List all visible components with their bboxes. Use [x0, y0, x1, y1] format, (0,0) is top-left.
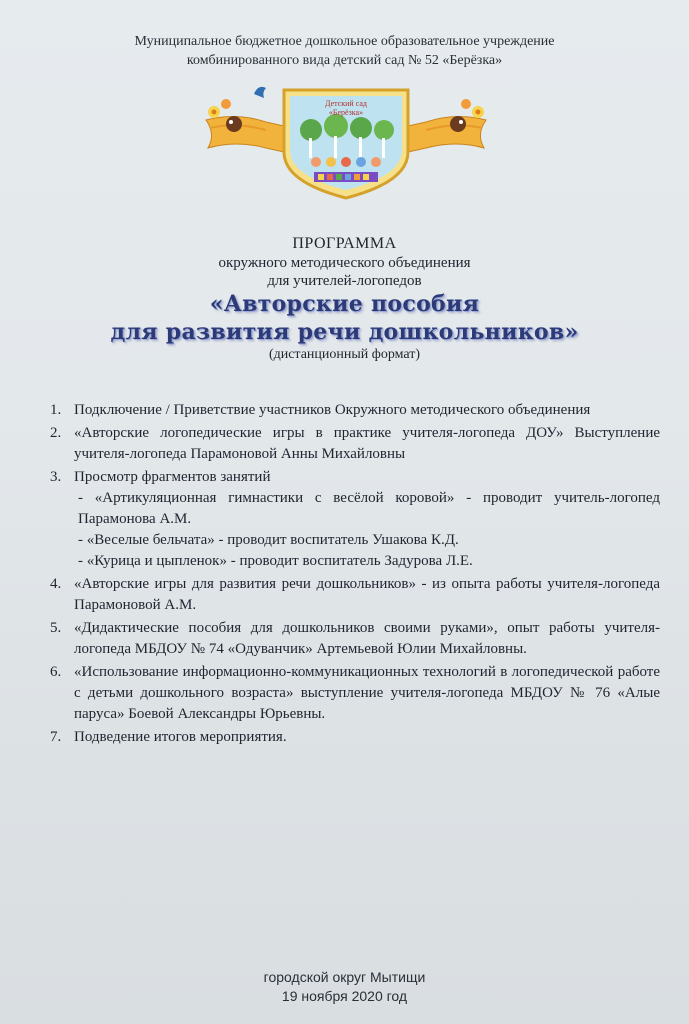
logo-emblem-icon: [196, 82, 496, 202]
agenda-item-text: Просмотр фрагментов занятий: [74, 469, 271, 485]
agenda-item-number: 4.: [50, 576, 62, 592]
title-block: [0, 234, 689, 363]
agenda-item: [50, 727, 660, 748]
institution-header: [0, 32, 689, 70]
footer-date: 19 ноября 2020 год: [281, 988, 408, 1004]
format-note: (дистанционный формат): [268, 347, 421, 362]
subtitle-line-2: для учителей-логопедов: [267, 273, 422, 289]
agenda-subitem: - «Веселые бельчата» - проводит воспитатель Ушакова К.Д.: [78, 532, 459, 548]
agenda-item-number: 2.: [50, 425, 62, 441]
agenda-item-number: 1.: [50, 402, 62, 418]
subtitle-line-1: окружного методического объединения: [218, 255, 471, 271]
agenda-item-text: «Авторские логопедические игры в практике учителя-логопеда ДОУ» Выступление учителя-логопеда Парамоновой Анны Михайловны: [74, 425, 660, 462]
agenda-item-text: «Использование информационно-коммуникационных технологий в логопедической работе с детьми дошкольного возраста» выступление учителя-логопеда МБДОУ № 76 «Алые паруса» Боевой Александры Юрьевны.: [74, 664, 660, 722]
agenda-item: [50, 467, 660, 572]
main-title-line-2: для развития речи дошкольников»: [110, 319, 579, 345]
agenda-item: [50, 574, 660, 616]
agenda-item: [50, 400, 660, 421]
institution-line-2: комбинированного вида детский сад № 52 «Берёзка»: [186, 53, 503, 68]
logo-text-line1: Детский сад: [325, 99, 367, 108]
institution-line-1: Муниципальное бюджетное дошкольное образовательное учреждение: [134, 34, 555, 49]
logo-text-line2: «Берёзка»: [328, 108, 364, 117]
agenda-item-number: 7.: [50, 729, 62, 745]
agenda-list: [50, 400, 660, 750]
agenda-item-number: 5.: [50, 620, 62, 636]
kindergarten-logo: [196, 82, 496, 202]
main-title-line-1: «Авторские пособия: [209, 291, 480, 317]
agenda-item-text: «Дидактические пособия для дошкольников своими руками», опыт работы учителя-логопеда МБДОУ № 74 «Одуванчик» Артемьевой Юлии Михайловны.: [74, 620, 660, 657]
agenda-item-number: 6.: [50, 664, 62, 680]
agenda-item: [50, 618, 660, 660]
agenda-item-text: Подключение / Приветствие участников Окружного методического объединения: [74, 402, 591, 418]
agenda-subitem: - «Курица и цыпленок» - проводит воспитатель Задурова Л.Е.: [78, 553, 473, 569]
agenda-item-text: «Авторские игры для развития речи дошкольников» - из опыта работы учителя-логопеда Парамоновой А.М.: [74, 576, 660, 613]
agenda-item: [50, 423, 660, 465]
agenda-item-text: Подведение итогов мероприятия.: [74, 729, 287, 745]
footer-location: городской округ Мытищи: [263, 969, 426, 985]
document-footer: [0, 968, 689, 1006]
programma-heading: ПРОГРАММА: [292, 235, 397, 252]
agenda-subitem: - «Артикуляционная гимнастики с весёлой коровой» - проводит учитель-логопед Парамонова А.М.: [78, 490, 660, 527]
agenda-item-number: 3.: [50, 469, 62, 485]
agenda-item: [50, 662, 660, 725]
